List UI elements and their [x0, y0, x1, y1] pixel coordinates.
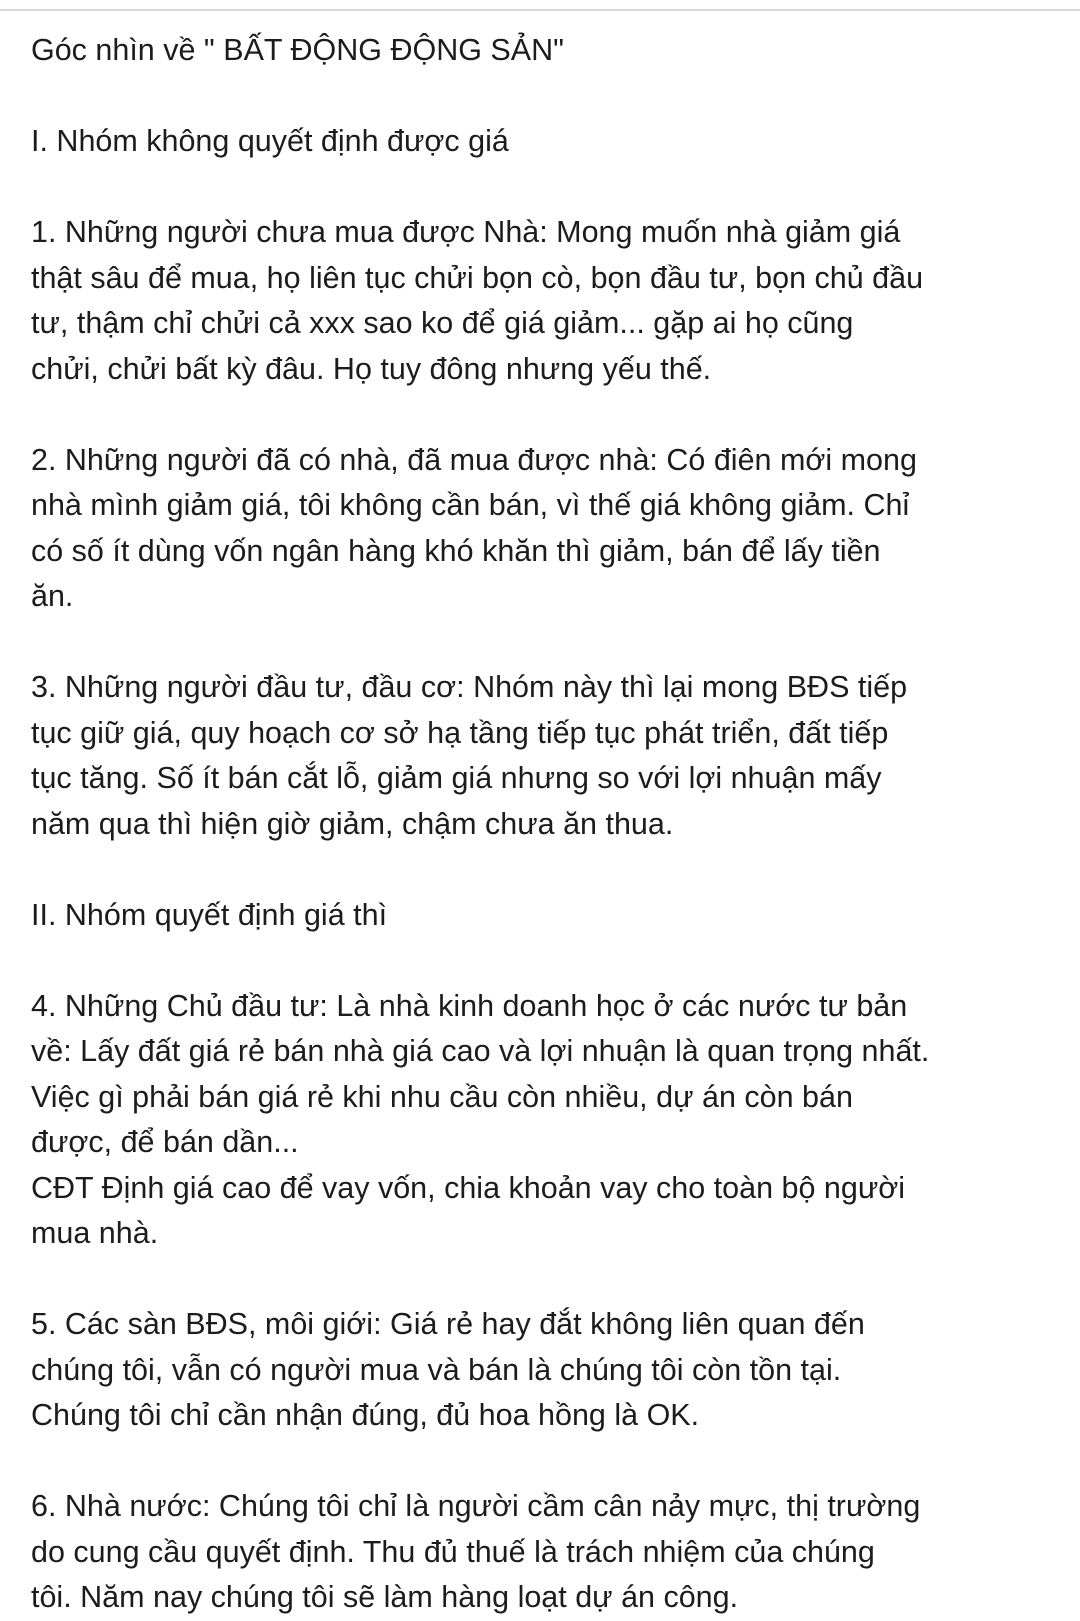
- text-line: tôi. Năm nay chúng tôi sẽ làm hàng loạt dự án công.: [31, 1580, 739, 1614]
- text-line: 4. Những Chủ đầu tư: Là nhà kinh doanh học ở các nước tư bản: [31, 988, 908, 1023]
- text-line: Chúng tôi chỉ cần nhận đúng, đủ hoa hồng là OK.: [31, 1398, 700, 1432]
- section-heading-2: [31, 893, 1051, 939]
- text-line: Việc gì phải bán giá rẻ khi nhu cầu còn nhiều, dự án còn bán: [31, 1079, 853, 1114]
- section-heading-1: [31, 119, 1051, 165]
- text-line: ăn.: [31, 579, 74, 613]
- text-line: tục tăng. Số ít bán cắt lỗ, giảm giá nhưng so với lợi nhuận mấy: [31, 761, 882, 795]
- text-line: về: Lấy đất giá rẻ bán nhà giá cao và lợi nhuận là quan trọng nhất.: [31, 1034, 930, 1068]
- text-line: chúng tôi, vẫn có người mua và bán là chúng tôi còn tồn tại.: [31, 1352, 842, 1387]
- paragraph-item-1: [31, 210, 1051, 392]
- text-line: II. Nhóm quyết định giá thì: [31, 897, 388, 932]
- text-line: tục giữ giá, quy hoạch cơ sở hạ tầng tiếp tục phát triển, đất tiếp: [31, 715, 889, 750]
- text-line: 1. Những người chưa mua được Nhà: Mong muốn nhà giảm giá: [31, 215, 901, 249]
- text-line: tư, thậm chỉ chửi cả xxx sao ko để giá giảm... gặp ai họ cũng: [31, 306, 854, 340]
- text-line: nhà mình giảm giá, tôi không cần bán, vì thế giá không giảm. Chỉ: [31, 488, 910, 522]
- paragraph-item-2: [31, 438, 1051, 620]
- post-body: [31, 28, 1051, 1621]
- text-line: năm qua thì hiện giờ giảm, chậm chưa ăn thua.: [31, 806, 674, 841]
- paragraph-item-3: [31, 665, 1051, 847]
- paragraph-item-6: [31, 1484, 1051, 1621]
- post-title: [31, 28, 1051, 74]
- top-divider: [0, 9, 1080, 11]
- text-line: chửi, chửi bất kỳ đâu. Họ tuy đông nhưng yếu thế.: [31, 351, 712, 386]
- text-line: 6. Nhà nước: Chúng tôi chỉ là người cầm cân nảy mực, thị trường: [31, 1489, 921, 1523]
- text-line: CĐT Định giá cao để vay vốn, chia khoản vay cho toàn bộ người: [31, 1170, 906, 1205]
- text-line: 5. Các sàn BĐS, môi giới: Giá rẻ hay đắt không liên quan đến: [31, 1307, 865, 1341]
- paragraph-item-4: [31, 984, 1051, 1257]
- text-line: được, để bán dần...: [31, 1125, 299, 1159]
- text-line: 2. Những người đã có nhà, đã mua được nhà: Có điên mới mong: [31, 442, 917, 477]
- paragraph-item-5: [31, 1302, 1051, 1439]
- text-line: I. Nhóm không quyết định được giá: [31, 124, 509, 158]
- text-line: Góc nhìn về " BẤT ĐỘNG ĐỘNG SẢN": [31, 33, 564, 67]
- text-line: có số ít dùng vốn ngân hàng khó khăn thì giảm, bán để lấy tiền: [31, 533, 881, 568]
- text-line: thật sâu để mua, họ liên tục chửi bọn cò, bọn đầu tư, bọn chủ đầu: [31, 260, 924, 295]
- text-line: 3. Những người đầu tư, đầu cơ: Nhóm này thì lại mong BĐS tiếp: [31, 670, 908, 704]
- text-line: do cung cầu quyết định. Thu đủ thuế là trách nhiệm của chúng: [31, 1534, 875, 1569]
- text-line: mua nhà.: [31, 1216, 159, 1250]
